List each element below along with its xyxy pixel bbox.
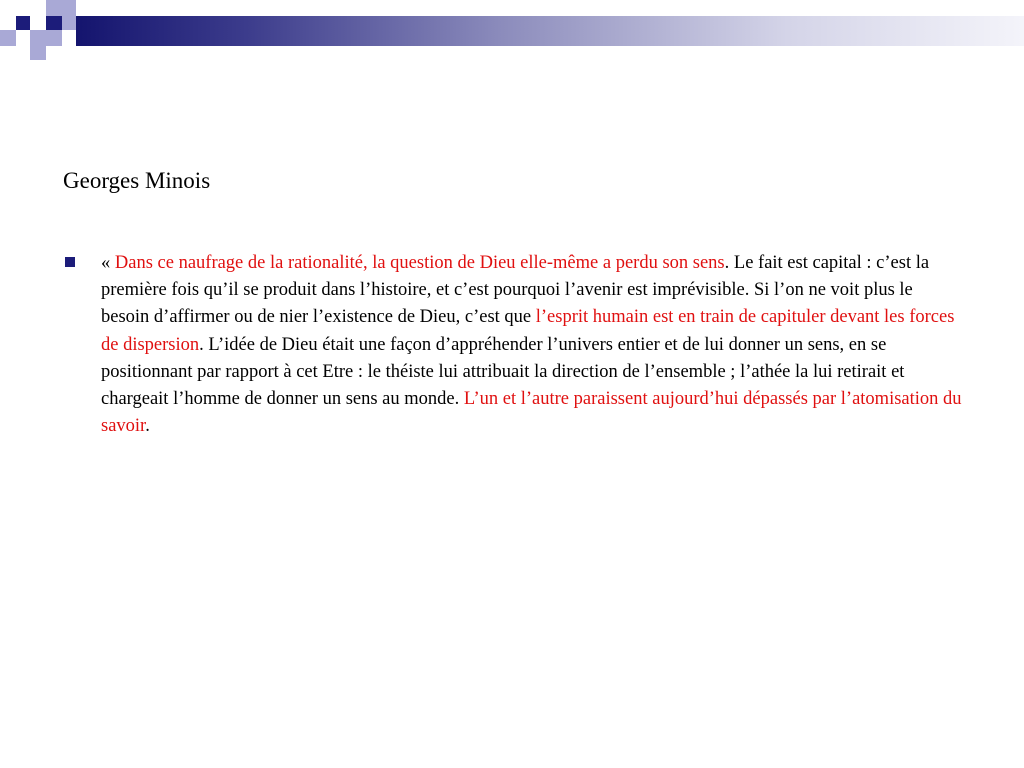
- corner-square-navy-2: [46, 16, 62, 30]
- corner-square-light-2: [46, 0, 62, 16]
- quote-bullet-item: [63, 250, 963, 440]
- quote-segment-text-1: . Le fait est capital : c’est la première fois qu’il se produit dans l’histoire, et c’est pourquoi l’avenir est imprévisible. Si l’on ne voit plus le besoin d’affirmer ou de nier l’existence de Dieu, c’est que: [101, 253, 930, 328]
- quote-segment-highlight-1: Dans ce naufrage de la rationalité, la question de Dieu elle-même a perdu son sens: [114, 253, 725, 273]
- quote-segment-text-2: . L’idée de Dieu était une façon d’appréhender l’univers entier et de lui donner un sens, en se positionnant par rapport à cet Etre : le théiste lui attribuait la direction de l’ensemble ; l’athée la lui retirait et chargeait l’homme de donner un sens au monde.: [101, 334, 905, 410]
- quote-segment-highlight-3: L’un et l’autre paraissent aujourd’hui dépassés par l’atomisation du savoir: [101, 389, 962, 437]
- square-bullet-icon: [65, 257, 75, 267]
- corner-square-navy-1: [16, 16, 30, 30]
- header-gradient-bar: [76, 16, 1024, 46]
- corner-square-light-1: [0, 30, 16, 46]
- quote-segment-open: «: [101, 253, 115, 273]
- corner-square-light-5: [62, 16, 76, 30]
- corner-square-light-3: [62, 0, 76, 16]
- corner-square-light-6: [30, 46, 46, 60]
- quote-segment-end: .: [145, 416, 150, 437]
- slide-title: Georges Minois: [63, 168, 211, 193]
- corner-square-light-4: [30, 30, 46, 46]
- quote-segment-highlight-2: l’esprit humain est en train de capituler devant les forces de dispersion: [101, 307, 955, 355]
- corner-square-light-7: [46, 30, 62, 46]
- body-list: [63, 250, 963, 440]
